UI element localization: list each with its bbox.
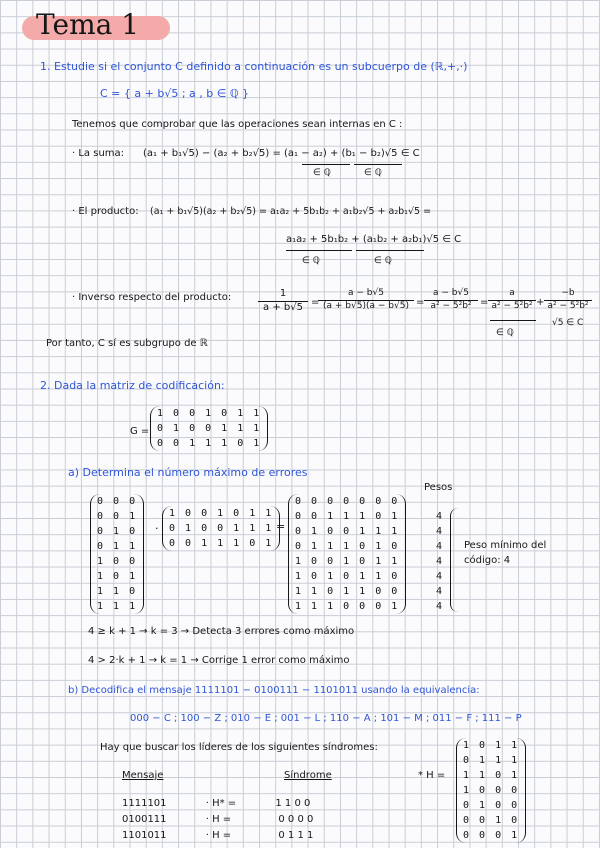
codeword-row: 1 0 1 0 1 1 0 xyxy=(295,571,400,582)
inv-frac-1: $\frac{1}{a + b√5}$ xyxy=(258,288,308,313)
weight-value: 4 xyxy=(436,556,445,567)
row-message: 1101011 xyxy=(122,830,167,841)
weights-brace xyxy=(450,508,459,612)
row-syndrome: 0 0 0 0 xyxy=(278,814,314,825)
suma-underbrace-a xyxy=(302,164,350,165)
prod-in-Q-a: ∈ ℚ xyxy=(302,256,320,266)
message-row: 0 1 1 xyxy=(97,541,138,552)
H-row: 0 1 0 0 xyxy=(463,800,520,811)
H-row: 1 1 0 1 xyxy=(463,770,520,781)
syndrome-row-3 xyxy=(122,830,313,841)
codewords-matrix xyxy=(288,494,406,614)
weight-value: 4 xyxy=(436,511,445,522)
message-row: 0 1 0 xyxy=(97,526,138,537)
col-header-sindrome: Síndrome xyxy=(284,770,332,781)
G-matrix xyxy=(150,406,268,451)
ex2-heading: 2. Dada la matriz de codificación: xyxy=(40,379,225,392)
ex2a-heading: a) Determina el número máximo de errores xyxy=(68,466,308,479)
row-message: 1111101 xyxy=(122,798,167,809)
H-matrix xyxy=(456,738,526,843)
pesos-label: Pesos xyxy=(424,482,453,493)
inv-in-Q-a: ∈ ℚ xyxy=(496,328,514,338)
codeword-row: 1 1 1 0 0 0 1 xyxy=(295,601,400,612)
weight-value: 4 xyxy=(436,571,445,582)
G-row: 0 0 1 1 1 0 1 xyxy=(157,438,262,449)
ex2b-heading: b) Decodifica el mensaje 1111101 − 0100111 − 1101011 usando la equivalencia: xyxy=(68,685,480,696)
syndrome-row-1 xyxy=(122,798,310,809)
producto-label: · El producto: xyxy=(72,206,139,217)
syndrome-row-2 xyxy=(122,814,313,825)
message-row: 1 0 0 xyxy=(97,556,138,567)
inv-frac-2: $\frac{a - b√5}{(a + b√5)(a - b√5)}$ xyxy=(318,288,414,311)
weight-value: 4 xyxy=(436,601,445,612)
G-row: 1 0 0 1 0 1 1 xyxy=(169,508,274,519)
inv-frac-3: $\frac{a - b√5}{\text{a² − 5²b²}}$ xyxy=(424,288,478,311)
inv-tail: √5 ∈ C xyxy=(552,318,584,328)
suma-underbrace-b xyxy=(354,164,402,165)
ex1-conclusion: Por tanto, C sí es subgrupo de ℝ xyxy=(46,338,208,349)
prod-underbrace-a xyxy=(286,250,352,251)
weight-value: 4 xyxy=(436,526,445,537)
lideres-line: Hay que buscar los líderes de los siguientes síndromes: xyxy=(100,742,378,753)
producto-result: a₁a₂ + 5b₁b₂ + (a₁b₂ + a₂b₁)√5 ∈ C xyxy=(286,234,462,245)
row-op: · H = xyxy=(205,830,232,841)
inv-eq-1: = xyxy=(311,297,320,308)
G-row: 0 1 0 0 1 1 1 xyxy=(157,423,262,434)
inv-eq-3: = xyxy=(480,297,489,308)
codeword-row: 0 0 0 0 0 0 0 xyxy=(295,496,400,507)
multiply-dot: · xyxy=(155,522,159,535)
G-row: 0 1 0 0 1 1 1 xyxy=(169,523,274,534)
G-matrix-copy xyxy=(162,506,280,551)
H-row: 0 0 0 1 xyxy=(463,830,520,841)
codeword-row: 0 1 0 0 1 1 1 xyxy=(295,526,400,537)
inv-plus: + xyxy=(536,297,545,308)
inv-frac-4: $\frac{a}{\text{a² − 5²b²}}$ xyxy=(488,288,536,311)
ex1-intro: Tenemos que comprobar que las operaciones sean internas en C : xyxy=(72,119,403,130)
ex1-heading: 1. Estudie si el conjunto C definido a continuación es un subcuerpo de (ℝ,+,·) xyxy=(40,60,468,73)
suma-in-Q-b: ∈ ℚ xyxy=(364,168,382,178)
G-row: 0 0 1 1 1 0 1 xyxy=(169,538,274,549)
suma-expression: (a₁ + b₁√5) − (a₂ + b₂√5) = (a₁ − a₂) + (b₁ − b₂)√5 ∈ C xyxy=(143,148,420,159)
producto-expression: (a₁ + b₁√5)(a₂ + b₂√5) = a₁a₂ + 5b₁b₂ + a₁b₂√5 + a₂b₁√5 = xyxy=(150,206,432,217)
inv-underbrace-a xyxy=(490,320,536,321)
weight-value: 4 xyxy=(436,541,445,552)
message-row: 0 0 1 xyxy=(97,511,138,522)
prod-in-Q-b: ∈ ℚ xyxy=(374,256,392,266)
G-label: G = xyxy=(130,426,150,437)
suma-in-Q-a: ∈ ℚ xyxy=(313,168,331,178)
H-row: 1 0 1 1 xyxy=(463,740,520,751)
row-message: 0100111 xyxy=(122,814,167,825)
codeword-row: 1 0 0 1 0 1 1 xyxy=(295,556,400,567)
codeword-row: 0 0 1 1 1 0 1 xyxy=(295,511,400,522)
weight-value: 4 xyxy=(436,586,445,597)
page-title: Tema 1 xyxy=(36,8,140,41)
H-row: 0 1 1 1 xyxy=(463,755,520,766)
inverso-label: · Inverso respecto del producto: xyxy=(72,292,232,303)
inv-frac-neg-term: $\frac{-b}{\text{a² − 5²b²}}$ xyxy=(544,288,592,311)
row-syndrome: 1 1 0 0 xyxy=(275,798,311,809)
ex1-set-definition: C = { a + b√5 ; a , b ∈ ℚ } xyxy=(100,87,249,100)
equivalence-line: 000 − C ; 100 − Z ; 010 − E ; 001 − L ; 110 − A ; 101 − M ; 011 − F ; 111 − P xyxy=(130,713,522,724)
equals-sign: = xyxy=(276,520,286,533)
prod-underbrace-b xyxy=(356,250,424,251)
row-op: · H* = xyxy=(205,798,237,809)
inv-eq-2: = xyxy=(416,297,425,308)
H-row: 1 0 0 0 xyxy=(463,785,520,796)
G-row: 1 0 0 1 0 1 1 xyxy=(157,408,262,419)
row-syndrome: 0 1 1 1 xyxy=(278,830,314,841)
col-header-mensaje: Mensaje xyxy=(122,770,164,781)
H-label: * H = xyxy=(418,770,446,781)
suma-label: · La suma: xyxy=(72,148,125,159)
weights-column xyxy=(436,509,444,614)
codeword-row: 0 1 1 1 0 1 0 xyxy=(295,541,400,552)
correct-line: 4 > 2·k + 1 → k = 1 → Corrige 1 error como máximo xyxy=(88,655,350,666)
message-row: 1 1 1 xyxy=(97,601,138,612)
codeword-row: 1 1 0 1 1 0 0 xyxy=(295,586,400,597)
detect-line: 4 ≥ k + 1 → k = 3 → Detecta 3 errores como máximo xyxy=(88,626,355,637)
peso-minimo: Peso mínimo del código: 4 xyxy=(464,540,547,566)
message-row: 0 0 0 xyxy=(97,496,138,507)
messages-matrix xyxy=(90,494,144,614)
row-op: · H = xyxy=(205,814,232,825)
message-row: 1 0 1 xyxy=(97,571,138,582)
message-row: 1 1 0 xyxy=(97,586,138,597)
H-row: 0 0 1 0 xyxy=(463,815,520,826)
